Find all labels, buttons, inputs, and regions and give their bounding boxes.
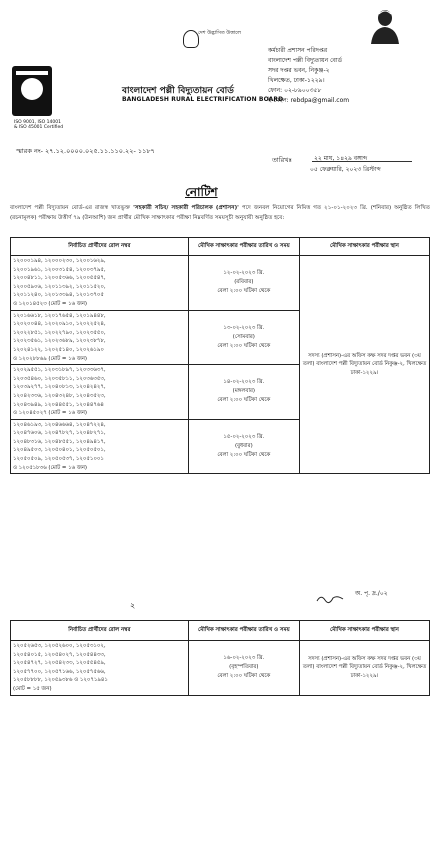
board-name-bangla: বাংলাদেশ পল্লী বিদ্যুতায়ন বোর্ড	[122, 86, 234, 96]
header-datetime: মৌখিক সাক্ষাৎকার পরীক্ষার তারিখ ও সময়	[188, 238, 299, 256]
paragraph-text: বাংলাদেশ পল্লী বিদ্যুতায়ন বোর্ড-এর রাজস্ব খাতভুক্ত	[10, 205, 134, 211]
venue-cell: সদস্য (প্রশাসন)-এর অফিস কক্ষ সদর দপ্তর ভবন (৩য় তলা) বাংলাদেশ পল্লী বিদ্যুতায়ন বোর্ড নিকুঞ্জ-২, খিলক্ষেত ঢাকা-১২২৯।	[299, 641, 429, 696]
header-venue: মৌখিক সাক্ষাৎকার পরীক্ষার স্থান	[299, 238, 429, 256]
venue-cell: সদস্য (প্রশাসন)-এর অফিস কক্ষ সদর দপ্তর ভবন (৩য় তলা) বাংলাদেশ পল্লী বিদ্যুতায়ন বোর্ড নিকুঞ্জ-২, খিলক্ষেত ঢাকা-১২২৯।	[299, 256, 429, 474]
header-phone: ফোন: ০২-৮৯০০৩৫৮	[268, 87, 322, 94]
memo-number: স্মারক নং- ২৭.১২.০০০০.০২৫.১১.১১০.২২- ১১৮৭	[16, 147, 155, 155]
continued-note: অ. পৃ. দ্র./০২	[355, 590, 388, 597]
board-name-english: BANGLADESH RURAL ELECTRIFICATION BOARD	[122, 96, 284, 103]
rolls-cell: ১২০০০১৯৪, ১২০০০২৩০, ১২০০১৬২৯, ১২০০১৯৬১, ১২০০৩১৫৪, ১২০০৩৭৯৫, ১২০০৪৮১১, ১২০০৫৩৬৬, ১২০০৫৫৪৭, ১২০০৫৯০৬, ১২০১১৩৯২, ১২০১১৫২০, ১২০১১২৪০, ১২০১৩৩৯৪, ১২০১৩৭০৫ ও ১২০১৪৫২৩ (মোট = ১৬ জন)	[11, 256, 189, 311]
header-rolls: নির্বাচিত প্রার্থীদের রোল নম্বর	[11, 621, 189, 641]
header-office-line: খিলক্ষেত, ঢাকা-১২২৯।	[268, 77, 325, 84]
date-divider	[312, 161, 412, 162]
top-logo-text: দেশ উদ্ভাসিত উত্তালে	[198, 30, 241, 36]
bulb-logo-icon	[183, 30, 199, 48]
schedule-table	[10, 237, 430, 474]
rolls-cell: ১২০২৯৫৫১, ১২০৩১৮৯৭, ১২০৩৩৬৩৭, ১২০৩৫৪৬০, ১২০৩৫৮১১, ১২০৩৬৩৫৩, ১২০৩৯২৭৭, ১২০৪০৮১৩, ১২০৪২৪২৭, ১২০৪২৩৩৬, ১২০৪৩২৪৮, ১২০৪৩৫২৩, ১২০৪৩৯৪৯, ১২০৪৪৫৫১, ১২০৪৪৭৬৪ ও ১২০৪৫০২৭ (মোট = ১৬ জন)	[11, 365, 189, 420]
header-office-line: কর্মচারী প্রশাসন পরিদপ্তর	[268, 47, 328, 54]
schedule-row	[11, 641, 430, 696]
schedule-table-page2	[10, 620, 430, 696]
page-number: ২	[130, 601, 136, 610]
iso-certification	[14, 120, 74, 130]
header-office-line: সদর দপ্তর ভবন, নিকুঞ্জ-২	[268, 67, 330, 74]
header-office-line: বাংলাদেশ পল্লী বিদ্যুতায়ন বোর্ড	[268, 57, 342, 64]
date-english: ০৫ ফেব্রুয়ারি, ২০২৩ খ্রিস্টাব্দ	[310, 166, 381, 173]
rolls-cell: ১২০৫২৬৫৩, ১২০৫২৬০০, ১২০৫৩১০২, ১২০৫৪০১৫, ১২০৫৪০২৭, ১২০৫৪৪৩৩, ১২০৫৪৭২৭, ১২০৫৪২৩৩, ১২০৫৫৪৫৯, ১২০৫৭৭০০, ১২০৫৭১৬৬, ১২০৫৭৫৬৬, ১২০৫৮৮৮৮, ১২০৫৯৩৮৬ ও ১২০৭১৯৪১ (মোট = ১৫ জন)	[11, 641, 189, 696]
signature-icon	[315, 592, 345, 604]
notice-paragraph	[10, 204, 430, 223]
date-label: তারিখঃ	[272, 156, 292, 164]
date-cell: ১৬-০২-২০২৩ খ্রি. (বৃহস্পতিবার) বেলা ২:০০ ঘটিকা থেকে	[188, 641, 299, 696]
date-cell: ১৪-০২-২০২৩ খ্রি. (মঙ্গলবার) বেলা ২:০০ ঘটিকা থেকে	[188, 365, 299, 420]
notice-title: নোটিশ	[185, 185, 218, 199]
header-datetime: মৌখিক সাক্ষাৎকার পরীক্ষার তারিখ ও সময়	[188, 621, 299, 641]
post-name: 'সহকারী সচিব/ সহকারী পরিচালক (প্রশাসন)'	[133, 205, 239, 211]
date-bangla: ২২ মাঘ, ১৪২৯ বঙ্গাব্দ	[314, 155, 368, 162]
rolls-cell: ১২০১৬৬১৮, ১২০১৭৬৫৪, ১২০১৯৪৪৮, ১২০২০০৪৪, ১২০২০৯১০, ১২০২২৫২৪, ১২০২২৮৫১, ১২০২২৭৯০, ১২০২৩৫৫০, ১২০২৩৫৬১, ১২০২৩৬৮৯, ১২০২৩৮৭৮, ১২০২৪১২২, ১২০২৫১৪০, ১২০২৬১৯০ ও ১২০২৮৮৬৯ (মোট = ১৬ জন)	[11, 310, 189, 365]
paragraph-text: পদে জনবল নিয়োগের নিমিত্ত গত ২১-০১-২০২৩ খ্রি. (শনিবার) অনুষ্ঠিত লিখিত (রচনামূলক) পরীক্ষায় উত্তীর্ণ ৭৯ (উনআশি) জন প্রার্থীর মৌখিক সাক্ষাৎকার পরীক্ষা নিম্নবর্ণিত সময়সূচী অনুযায়ী অনুষ্ঠিত হবে:	[10, 205, 430, 221]
breb-logo-icon	[12, 66, 52, 116]
date-cell: ১৫-০২-২০২৩ খ্রি. (বুধবার) বেলা ২:০০ ঘটিকা থেকে	[188, 419, 299, 474]
rolls-cell: ১২০৪৬১৯৩, ১২০৪৬৬৬৪, ১২০৪৭২২৪, ১২০৪৭৬০৬, ১২০৪৭৮২৭, ১২০৪৮২৭১, ১২০৪৮৩১৬, ১২০৪৮৫৫১, ১২০৪৯৪১৭, ১২০৪৯৫০৩, ১২০৫০৪০১, ১২০৫০৫০১, ১২০৫০৫০৯, ১২০৫০৫৩৭, ১২০৫১০০১ ও ১২০৫১৮৩৬ (মোট = ১৬ জন)	[11, 419, 189, 474]
iso-line: & ISO 45001 Certified	[14, 125, 64, 130]
schedule-row	[11, 256, 430, 311]
header-venue: মৌখিক সাক্ষাৎকার পরীক্ষার স্থান	[299, 621, 429, 641]
iso-line: ISO 9001, ISO 14001	[14, 120, 61, 125]
header-email: ই-মেইল: rebdpa@gmail.com	[268, 97, 350, 104]
portrait-icon	[365, 6, 405, 44]
header-rolls: নির্বাচিত প্রার্থীদের রোল নম্বর	[11, 238, 189, 256]
date-cell: ১২-০২-২০২৩ খ্রি. (রবিবার) বেলা ২:০০ ঘটিকা থেকে	[188, 256, 299, 311]
date-cell: ১৩-০২-২০২৩ খ্রি. (সোমবার) বেলা ২:০০ ঘটিকা থেকে	[188, 310, 299, 365]
